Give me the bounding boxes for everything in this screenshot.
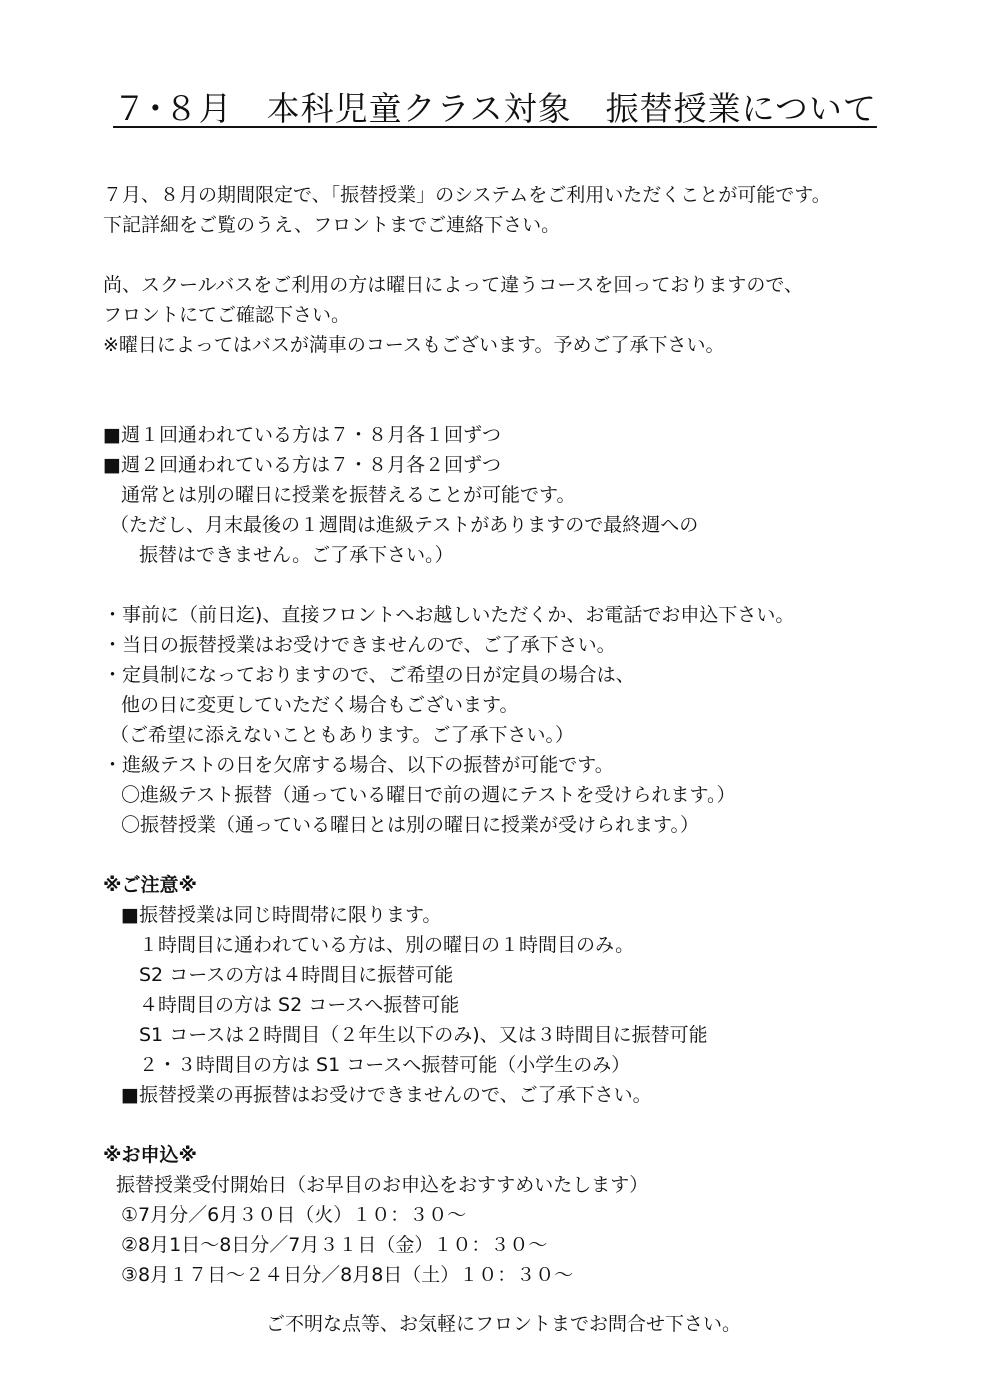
rule-line-3: ・定員制になっておりますので、ご希望の日が定員の場合は、 xyxy=(103,664,635,686)
application-line-4: ③8月１７日～２４日分／8月8日（土）１０：３０～ xyxy=(121,1264,574,1286)
caution-line-2: １時間目に通われている方は、別の曜日の１時間目のみ。 xyxy=(139,934,635,956)
application-line-1: 振替授業受付開始日（お早目のお申込をおすすめいたします） xyxy=(116,1174,649,1196)
page-title xyxy=(0,86,990,132)
rule-line-5: （ご希望に添えないこともあります。ご了承下さい。） xyxy=(110,724,574,746)
bus-note-line-3: ※曜日によってはバスが満車のコースもございます。予めご了承下さい。 xyxy=(103,334,725,356)
rule-line-7: 〇進級テスト振替（通っている曜日で前の週にテストを受けられます。） xyxy=(121,784,736,806)
frequency-line-4: （ただし、月末最後の１週間は進級テストがありますので最終週への xyxy=(110,514,699,536)
frequency-line-2: ■週２回通われている方は７・８月各２回ずつ xyxy=(103,454,501,476)
caution-line-6: ２・３時間目の方は S1 コースへ振替可能（小学生のみ） xyxy=(139,1054,631,1076)
application-heading: ※お申込※ xyxy=(103,1144,197,1166)
application-line-2: ①7月分／6月３０日（火）１０：３０～ xyxy=(121,1204,467,1226)
caution-heading: ※ご注意※ xyxy=(103,874,197,896)
rule-line-4: 他の日に変更していただく場合もございます。 xyxy=(121,694,519,716)
caution-line-5: S1 コースは２時間目（２年生以下のみ)、又は３時間目に振替可能 xyxy=(139,1024,708,1046)
caution-line-7: ■振替授業の再振替はお受けできませんので、ご了承下さい。 xyxy=(121,1084,652,1106)
bus-note-line-2: フロントにてご確認下さい。 xyxy=(103,304,351,326)
frequency-line-5: 振替はできません。ご了承下さい。） xyxy=(139,544,454,566)
rule-line-2: ・当日の振替授業はお受けできませんので、ご了承下さい。 xyxy=(103,634,616,656)
rule-line-8: 〇振替授業（通っている曜日とは別の曜日に授業が受けられます。） xyxy=(121,814,699,836)
intro-line-1: ７月、８月の期間限定で、「振替授業」のシステムをご利用いただくことが可能です。 xyxy=(103,184,831,206)
frequency-line-1: ■週１回通われている方は７・８月各１回ずつ xyxy=(103,424,501,446)
caution-line-4: ４時間目の方は S2 コースへ振替可能 xyxy=(139,994,460,1016)
intro-line-2: 下記詳細をご覧のうえ、フロントまでご連絡下さい。 xyxy=(103,214,561,236)
closing-note: ご不明な点等、お気軽にフロントまでお問合せ下さい。 xyxy=(266,1313,742,1335)
caution-line-1: ■振替授業は同じ時間帯に限ります。 xyxy=(121,904,442,926)
rule-line-1: ・事前に（前日迄)、直接フロントへお越しいただくか、お電話でお申込下さい。 xyxy=(103,604,795,626)
rule-line-6: ・進級テストの日を欠席する場合、以下の振替が可能です。 xyxy=(103,754,614,776)
caution-line-3: S2 コースの方は４時間目に振替可能 xyxy=(139,964,454,986)
application-line-3: ②8月1日～8日分／7月３１日（金）１０：３０～ xyxy=(121,1234,548,1256)
frequency-line-3: 通常とは別の曜日に授業を振替えることが可能です。 xyxy=(121,484,576,506)
page-title-text: ７･８月 本科児童クラス対象 振替授業について xyxy=(113,89,877,128)
bus-note-line-1: 尚、スクールバスをご利用の方は曜日によって違うコースを回っておりますので、 xyxy=(103,274,803,296)
